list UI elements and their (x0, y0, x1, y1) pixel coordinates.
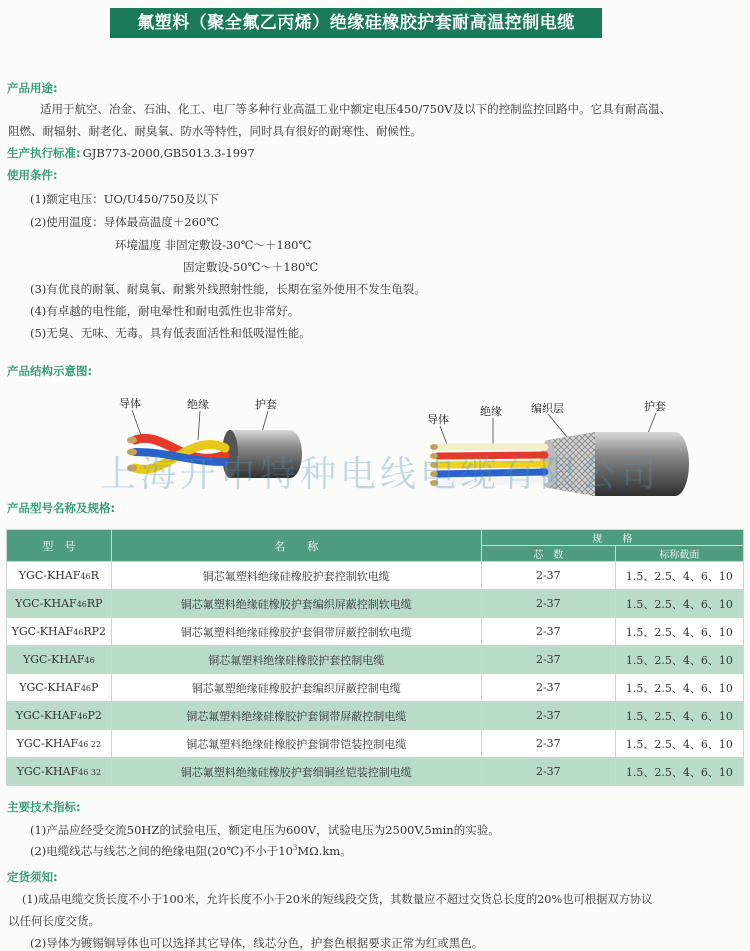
right-cable-drawing (430, 432, 689, 496)
watermark: 上海开申特种电线电缆有限公司 (100, 454, 661, 495)
section-cell: 1.5、2.5、4、6、10 (615, 590, 743, 618)
section-cell: 1.5、2.5、4、6、10 (615, 646, 743, 674)
tech-1: (1)产品应经受交流50HZ的试验电压，额定电压为600V，试验电压为2500V,5min的实验。 (30, 823, 500, 837)
model-cell: YGC-KHAF46 32 (7, 758, 112, 786)
diagram-heading: 产品结构示意图: (7, 364, 93, 378)
table-row (7, 730, 744, 758)
standard-heading: 生产执行标准: GJB773-2000,GB5013.3-1997 (7, 146, 255, 160)
name-cell: 铜芯氟塑绝缘硅橡胶护套编织屏蔽控制电缆 (111, 674, 481, 702)
order-2: (2)导体为镀锡铜导体也可以选择其它导体，线芯分色，护套色根据要求正常为红或黑色。 (30, 936, 484, 950)
table-row (7, 618, 744, 646)
name-cell: 铜芯氟塑料绝缘硅橡胶护套铜带铠装控制电缆 (111, 730, 481, 758)
right-label-insulation: 绝缘 (480, 405, 502, 418)
left-label-conductor: 导体 (119, 397, 141, 410)
use-text-line2: 阻燃、耐辐射、耐老化、耐臭氧、防水等特性，同时具有很好的耐寒性、耐候性。 (8, 124, 422, 138)
use-heading: 产品用途: (7, 81, 58, 95)
page-title: 氟塑料（聚全氟乙丙烯）绝缘硅橡胶护套耐高温控制电缆 (110, 8, 602, 38)
models-heading: 产品型号名称及规格: (7, 501, 116, 515)
condition-1: (1)额定电压：UO/U450/750及以下 (30, 192, 219, 206)
table-row (7, 590, 744, 618)
condition-5: (5)无臭、无味、无毒。具有低表面活性和低吸湿性能。 (30, 326, 311, 340)
left-cable-drawing (127, 430, 302, 478)
table-row (7, 702, 744, 730)
header-name: 名 称 (111, 530, 481, 562)
standard-value: GJB773-2000,GB5013.3-1997 (82, 146, 255, 160)
name-cell: 铜芯氟塑料绝缘硅橡胶护套细铜丝铠装控制电缆 (111, 758, 481, 786)
condition-4: (4)有卓越的电性能，耐电晕性和耐电弧性也非常好。 (30, 304, 300, 318)
section-cell: 1.5、2.5、4、6、10 (615, 674, 743, 702)
name-cell: 铜芯氟塑料绝缘硅橡胶护套铜带屏蔽控制软电缆 (111, 618, 481, 646)
model-cell: YGC-KHAF46RP (7, 590, 112, 618)
model-spec-table (6, 529, 744, 786)
section-cell: 1.5、2.5、4、6、10 (615, 618, 743, 646)
cores-cell: 2-37 (481, 646, 615, 674)
condition-2-fixed: 固定敷设-50℃～＋180℃ (183, 260, 319, 274)
condition-2: (2)使用温度：导体最高温度＋260℃ (30, 215, 220, 229)
section-cell: 1.5、2.5、4、6、10 (615, 702, 743, 730)
cores-cell: 2-37 (481, 758, 615, 786)
tech-heading: 主要技术指标: (7, 800, 81, 814)
cores-cell: 2-37 (481, 562, 615, 590)
model-cell: YGC-KHAF46P (7, 674, 112, 702)
model-cell: YGC-KHAF46P2 (7, 702, 112, 730)
name-cell: 铜芯氟塑料绝缘硅橡胶护套铜带屏蔽控制电缆 (111, 702, 481, 730)
table-row (7, 674, 744, 702)
model-cell: YGC-KHAF46R (7, 562, 112, 590)
condition-2-ambient: 环境温度 非固定敷设-30℃～＋180℃ (115, 238, 312, 252)
section-cell: 1.5、2.5、4、6、10 (615, 562, 743, 590)
right-label-conductor: 导体 (427, 413, 449, 426)
header-spec: 规 格 (481, 530, 743, 546)
name-cell: 铜芯氟塑料绝缘硅橡胶护套编织屏蔽控制软电缆 (111, 590, 481, 618)
table-row (7, 646, 744, 674)
cores-cell: 2-37 (481, 730, 615, 758)
name-cell: 铜芯氟塑料绝缘硅橡胶护套控制电缆 (111, 646, 481, 674)
condition-3: (3)有优良的耐氧、耐臭氧、耐紫外线照射性能，长期在室外使用不发生龟裂。 (30, 282, 426, 296)
cores-cell: 2-37 (481, 590, 615, 618)
right-label-sheath: 护套 (644, 400, 666, 413)
section-cell: 1.5、2.5、4、6、10 (615, 758, 743, 786)
left-label-insulation: 绝缘 (187, 398, 209, 411)
order-1-line1: (1)成品电缆交货长度不小于100米，允许长度不小于20米的短线段交货，其数量应不超过交货总长度的20%也可根据双方协议 (22, 893, 653, 906)
table-row (7, 562, 744, 590)
cores-cell: 2-37 (481, 674, 615, 702)
conditions-heading: 使用条件: (7, 168, 58, 182)
model-cell: YGC-KHAF46 (7, 646, 112, 674)
header-cores: 芯 数 (481, 546, 615, 562)
cores-cell: 2-37 (481, 702, 615, 730)
section-cell: 1.5、2.5、4、6、10 (615, 730, 743, 758)
order-1-line2: 以任何长度交货。 (8, 914, 100, 928)
right-label-braid: 编织层 (531, 402, 564, 415)
model-cell: YGC-KHAF46 22 (7, 730, 112, 758)
cores-cell: 2-37 (481, 618, 615, 646)
tech-2: (2)电缆线芯与线芯之间的绝缘电阻(20℃)不小于$10^3M\Omega.km$。 (30, 844, 352, 858)
table-row (7, 758, 744, 786)
header-model: 型 号 (7, 530, 112, 562)
use-text-line1: 适用于航空、冶金、石油、化工、电厂等多种行业高温工业中额定电压450/750V及以下的控制监控回路中。它具有耐高温、 (40, 102, 672, 116)
left-label-sheath: 护套 (255, 398, 277, 411)
model-cell: YGC-KHAF46RP2 (7, 618, 112, 646)
name-cell: 铜芯氟塑料绝缘硅橡胶护套控制软电缆 (111, 562, 481, 590)
order-heading: 定货须知: (7, 870, 58, 884)
header-section: 标称截面 (615, 546, 743, 562)
